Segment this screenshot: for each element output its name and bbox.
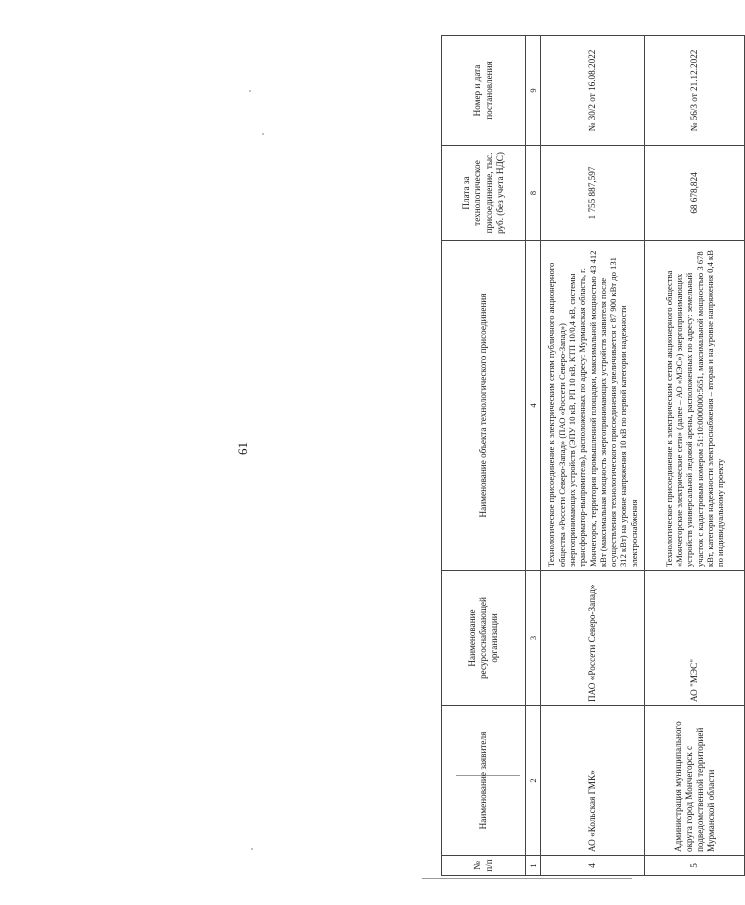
row-num: 4 [541, 856, 645, 876]
tech-connection-table [441, 35, 745, 876]
column-number: 8 [526, 146, 541, 241]
row-decree: № 56/3 от 21.12.2022 [645, 36, 745, 146]
row-applicant: Администрация муниципального округа город Мончегорск с подведомственной территорией Мурманской области [645, 706, 745, 856]
table-header-row [442, 36, 526, 876]
row-object: Технологическое присоединение к электрическим сетям публичного акционерного общества «Россети Северо-Запад» (ПАО «Россети Северо-Запад») энергопринимающих устройств (ЭПУ 10 кВ, РП 10 кВ, КТП 10/0,4 кВ, системы трансформатор-выпрямитель), расположенных по адресу: Мурманская область, г. Мончегорск, территория промышленной площадки, максимальной мощностью 43 412 кВт (максимальная мощность энергопринимающих устройств заявителя после осуществления технологического присоединения увеличивается с 87 900 кВт до 131 312 кВт) на уровне напряжения 10 кВ по первой категории надежности электроснабжения [541, 241, 645, 571]
column-number: 3 [526, 571, 541, 706]
scan-speck [249, 90, 251, 92]
column-number: 2 [526, 706, 541, 856]
header-fee: Плата за технологическое присоединение, тыс. руб. (без учета НДС) [442, 146, 526, 241]
header-applicant: Наименование заявителя [442, 706, 526, 856]
column-number-row [526, 36, 541, 876]
table-row [541, 36, 645, 876]
table-row [645, 36, 745, 876]
row-organization: АО "МЭС" [645, 571, 745, 706]
header-object: Наименование объекта технологического присоединения [442, 241, 526, 571]
page-number: 61 [235, 442, 250, 455]
column-number: 1 [526, 856, 541, 876]
scan-speck [262, 133, 264, 135]
row-fee: 1 755 887,597 [541, 146, 645, 241]
row-decree: № 30/2 от 16.08.2022 [541, 36, 645, 146]
rotated-table-container [441, 36, 741, 876]
column-number: 9 [526, 36, 541, 146]
row-organization: ПАО «Россети Северо-Запад» [541, 571, 645, 706]
header-num: № п/п [442, 856, 526, 876]
header-organization: Наименование ресурсоснабжающей организации [442, 571, 526, 706]
scan-speck [251, 848, 253, 850]
row-fee: 68 678,824 [645, 146, 745, 241]
scan-line-mark [422, 878, 632, 879]
row-applicant: АО «Кольская ГМК» [541, 706, 645, 856]
column-number: 4 [526, 241, 541, 571]
row-object: Технологическое присоединение к электрическим сетям акционерного общества «Мончегорские электрические сети» (далее – АО «МЭС») энергопринимающих устройств универсальной ледовой арены, расположенных по адресу: земельный участок с кадастровым номером 51:10:0000000:5651, максимальной мощностью 3 678 кВт, категория надежности электроснабжения – вторая и на уровне напряжения 0,4 кВ по индивидуальному проекту [645, 241, 745, 571]
row-num: 5 [645, 856, 745, 876]
header-decree: Номер и дата постановления [442, 36, 526, 146]
